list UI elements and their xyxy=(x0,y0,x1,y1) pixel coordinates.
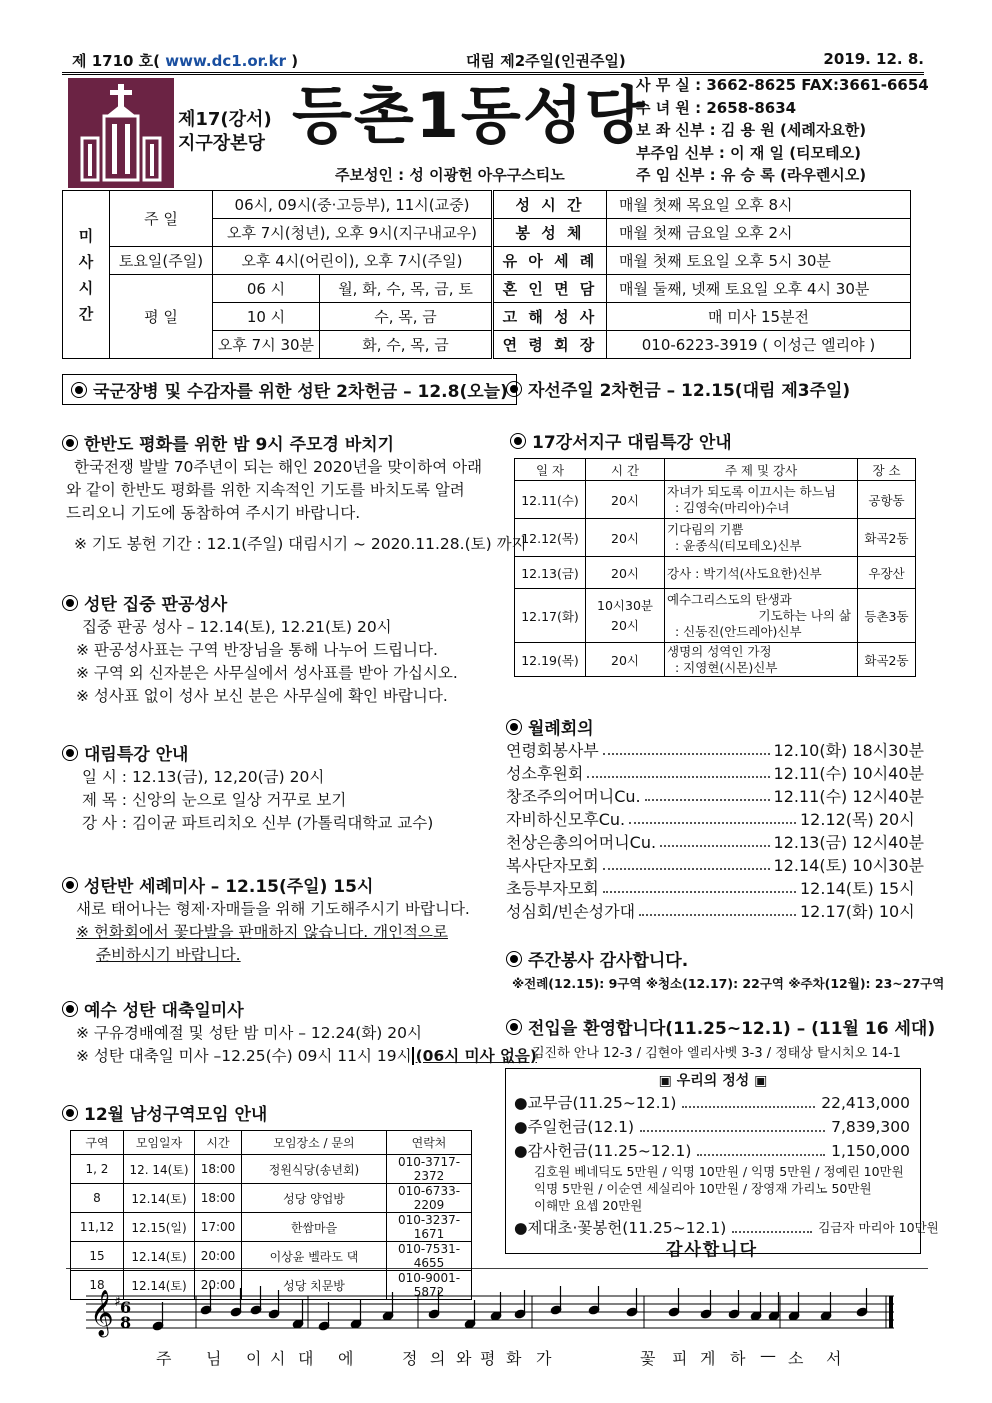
lyric-syllable: 이 xyxy=(246,1349,262,1368)
penance-title: 성탄 집중 판공성사 xyxy=(62,590,227,615)
mens-group-table: 구역 모임일자 시간 모임장소 / 문의 연락처 1, 2 12. 14(토) 18:00 정원식당(송년회) 010-3717-2372 8 12.14(토) 18:00 성당 양업방 010-6733-2209 11,12 12.15(일) 17:00 한쌈마을 010-3237-1671 15 12.14(토) 20:00 이상윤 벨라도 댁 010-7531-4655 18 12.14(토) 20:00 성당 치문방 010-9001-5872 xyxy=(70,1130,472,1300)
table-row: 18 12.14(토) 20:00 성당 치문방 010-9001-5872 xyxy=(71,1271,472,1300)
list-item: ● 주일헌금(12.1) 7,839,300 xyxy=(514,1115,910,1139)
offering-box xyxy=(505,1068,939,1260)
patron-saint: 주보성인 : 성 이광헌 아우구스티노 xyxy=(335,166,565,184)
baptism-body: 새로 태어나는 형제·자매들을 위해 기도해주시기 바랍니다. ※ 헌화회에서 꽃다발을 판매하지 않습니다. 개인적으로 준비하시기 바랍니다. xyxy=(76,900,470,964)
notes xyxy=(152,1286,868,1331)
list-item: 연령회봉사부 12.10(화) 18시30분 xyxy=(506,741,924,760)
table-row: 1, 2 12. 14(토) 18:00 정원식당(송년회) 010-3717-2372 xyxy=(71,1155,472,1184)
bullet-icon xyxy=(62,877,78,893)
offering-title: ▣ 우리의 정성 ▣ xyxy=(658,1073,768,1089)
lyric-syllable: 소 xyxy=(788,1349,804,1368)
bullet-icon xyxy=(62,745,78,761)
church-logo-icon xyxy=(68,78,174,188)
assistant-priest: 보 좌 신부 : 김 용 원 (세례자요한) xyxy=(636,121,867,140)
service-roster: ※전례(12.15): 9구역 ※청소(12.17): 22구역 ※주차(12월): 23~27구역 xyxy=(512,976,945,991)
list-item: ● 감사헌금(11.25~12.1) 1,150,000 xyxy=(514,1139,910,1163)
table-row: 11,12 12.15(일) 17:00 한쌈마을 010-3237-1671 xyxy=(71,1213,472,1242)
list-item: 자비하신모후Cu. 12.12(목) 20시 xyxy=(506,810,915,829)
lyric-syllable: 평 xyxy=(480,1349,496,1368)
service-thanks-title: 주간봉사 감사합니다. xyxy=(506,946,688,971)
masthead-bar xyxy=(62,50,924,75)
baptism-title: 성탄반 세례미사 – 12.15(주일) 15시 xyxy=(62,872,373,897)
time-signature-bottom: 8 xyxy=(120,1313,132,1332)
table-row: 12.11(수) 20시 자녀가 되도록 이끄시는 하느님 : 김영숙(마리아)수녀 공항동 xyxy=(515,481,916,519)
christmas-mass-title: 예수 성탄 대축일미사 xyxy=(62,996,244,1021)
district-lecture-title: 17강서지구 대림특강 안내 xyxy=(510,428,732,453)
bullet-icon xyxy=(506,719,522,735)
lyric-syllable: 가 xyxy=(536,1349,552,1368)
bullet-icon xyxy=(506,381,522,397)
mass-vertical-label: 미 사 시 간 xyxy=(63,191,110,359)
lyric-syllable: 하 xyxy=(730,1349,746,1368)
monthly-meetings-list xyxy=(506,739,924,923)
lyric-syllable: 서 xyxy=(826,1349,842,1368)
liturgical-week: 대림 제2주일(인권주일) xyxy=(466,52,626,70)
bullet-icon xyxy=(71,382,87,398)
mens-group-title: 12월 남성구역모임 안내 xyxy=(62,1100,267,1125)
sunday-times-2: 오후 7시(청년), 오후 9시(지구내교우) xyxy=(213,219,493,247)
welcome-names: 김진하 안나 12-3 / 김현아 엘리사벳 3-3 / 정태상 탈시치오 14-1 xyxy=(532,1046,901,1061)
bullet-icon xyxy=(62,1001,78,1017)
list-item: ● 제대초·꽃봉헌(11.25~12.1) 김금자 마리아 10만원 xyxy=(514,1216,910,1240)
convent-phone: 수 녀 원 : 2658-8634 xyxy=(636,98,797,117)
office-contacts xyxy=(636,74,929,187)
table-row: 12.12(목) 20시 기다림의 기쁨 : 윤종식(티모테오)신부 화곡2동 xyxy=(515,519,916,557)
bullet-icon xyxy=(62,595,78,611)
lyric-syllable: 꽃 xyxy=(640,1349,656,1368)
table-row: 12.17(화) 10시30분 20시 예수그리스도의 탄생과 기도하는 나의 삶 : 신동진(안드레아)신부 등촌3동 xyxy=(515,589,916,643)
mass-schedule-table: 미 사 시 간 주 일 06시, 09시(중·고등부), 11시(교중) 성 시 간 매월 첫째 목요일 오후 8시 오후 7시(청년), 오후 9시(지구내교우) 봉 성 체 매월 첫째 금요일 오후 2시 토요일(주일) 오후 4시(어린이), 오후 7시(주일) 유 아 세 례 매월 첫째 토요일 오후 5시 30분 평 일 06 시 월, 화, 수, 목, 금, 토 혼 인 면 담 매월 둘째, 넷째 토요일 오후 4시 30분 10 시 수, 목, 금 고 해 성 사 매 미사 15분전 오후 7시 30분 화, 수, 목, 금 연 령 회 장 010-6223-3919 ( 이성근 엘리야 ) xyxy=(62,190,911,359)
lyric-syllable: 와 xyxy=(456,1349,472,1368)
bullet-icon xyxy=(506,1019,522,1035)
advent-lecture-title: 대림특강 안내 xyxy=(62,740,188,765)
district-label: 제17(강서) 지구장본당 xyxy=(178,109,272,154)
list-item: 창조주의어머니Cu. 12.11(수) 12시40분 xyxy=(506,787,924,806)
second-collection-notice: 국군장병 및 수감자를 위한 성탄 2차헌금 – 12.8(오늘) xyxy=(62,374,517,405)
issue-date: 2019. 12. 8. xyxy=(823,50,924,68)
list-item: 성심회/빈손성가대 12.17(화) 10시 xyxy=(506,902,915,921)
issue-number: 제 1710 호( www.dc1.or.kr ) xyxy=(72,52,299,70)
website-link[interactable]: www.dc1.or.kr xyxy=(165,52,286,70)
list-item: ● 교무금(11.25~12.1) 22,413,000 xyxy=(514,1091,910,1115)
list-item: 복사단자모회 12.14(토) 10시30분 xyxy=(506,856,924,875)
associate-priest: 부주임 신부 : 이 재 일 (티모테오) xyxy=(636,143,861,162)
time-signature-top: 6 xyxy=(120,1298,132,1317)
list-item: 성소후원회 12.11(수) 10시40분 xyxy=(506,764,924,783)
table-row: 8 12.14(토) 18:00 성당 양업방 010-6733-2209 xyxy=(71,1184,472,1213)
thanks-text: 감사합니다 xyxy=(665,1240,759,1260)
lyric-syllable: 에 xyxy=(338,1349,354,1368)
saturday-times: 오후 4시(어린이), 오후 7시(주일) xyxy=(213,247,493,275)
district-lecture-table: 일 자 시 간 주 제 및 강사 장 소 12.11(수) 20시 자녀가 되도록 이끄시는 하느님 : 김영숙(마리아)수녀 공항동 12.12(목) 20시 기다림의 기쁨 : 윤종식(티모테오)신부 화곡2동 12.13(금) 20시 강사 : 박기석(사도요한)신부 우장산 12.17(화) 10시30분 20시 예수그리스도의 탄생과 기도하는 나의 삶 : 신동진(안드레아)신부 등촌3동 12.19(목) 20시 생명의 성역인 가정 : 지영현(시몬)신부 화곡2동 xyxy=(514,458,916,677)
parish-name: 등촌1동성당 xyxy=(292,79,647,152)
treble-clef-icon: 𝄞 xyxy=(90,1290,114,1336)
lyric-syllable: 의 xyxy=(430,1349,446,1368)
lyric-syllable: 시 xyxy=(270,1349,286,1368)
lyric-syllable: 대 xyxy=(298,1349,314,1368)
lyric-syllable: 화 xyxy=(506,1349,522,1368)
weekday-label: 평 일 xyxy=(110,275,213,359)
list-item: 초등부자모회 12.14(토) 15시 xyxy=(506,879,915,898)
hymn-lyrics xyxy=(66,1346,928,1372)
sunday-times-1: 06시, 09시(중·고등부), 11시(교중) xyxy=(213,191,493,219)
bullet-icon xyxy=(510,433,526,449)
list-item: 천상은총의어머니Cu. 12.13(금) 12시40분 xyxy=(506,833,924,852)
lyric-syllable: — xyxy=(760,1346,776,1365)
donor-list: 김호원 베네딕도 5만원 / 익명 10만원 / 익명 5만원 / 정예린 10만원 익명 5만원 / 이순연 세실리아 10만원 / 장영재 가리노 50만원 이해만 요셉 20만원 xyxy=(534,1164,904,1213)
penance-body: 집중 판공 성사 – 12.14(토), 12.21(토) 20시 ※ 판공성사표는 구역 반장님을 통해 나누어 드립니다. ※ 구역 외 신자분은 사무실에서 성사표를 받아 가십시오. ※ 성사표 없이 성사 보신 분은 사무실에 확인 바랍니다. xyxy=(76,618,458,705)
lyric-syllable: 주 xyxy=(156,1349,172,1368)
saturday-label: 토요일(주일) xyxy=(110,247,213,275)
peace-prayer-body: 한국전쟁 발발 70주년이 되는 해인 2020년을 맞이하여 아래 와 같이 한반도 평화를 위한 지속적인 기도를 바치도록 알려 드리오니 기도에 동참하여 주시기 바랍니다. ※ 기도 봉헌 기간 : 12.1(주일) 대림시기 ~ 2020.11.28.(토) 까지 xyxy=(66,458,527,553)
table-row: 12.13(금) 20시 강사 : 박기석(사도요한)신부 우장산 xyxy=(515,557,916,589)
self-sunday-notice: 자선주일 2차헌금 – 12.15(대림 제3주일) xyxy=(506,376,850,401)
monthly-meetings-title: 월례회의 xyxy=(506,714,594,739)
sharp-icon: ♯ xyxy=(114,1294,121,1310)
lyric-syllable: 피 xyxy=(672,1349,688,1368)
bullet-icon xyxy=(62,435,78,451)
office-phone: 사 무 실 : 3662-8625 FAX:3661-6654 xyxy=(636,76,929,94)
peace-prayer-title: 한반도 평화를 위한 밤 9시 주모경 바치기 xyxy=(62,430,394,455)
table-row: 12.19(목) 20시 생명의 성역인 가정 : 지영현(시몬)신부 화곡2동 xyxy=(515,643,916,677)
table-row: 15 12.14(토) 20:00 이상윤 벨라도 댁 010-7531-4655 xyxy=(71,1242,472,1271)
hymn-staff xyxy=(66,1268,928,1378)
bullet-icon xyxy=(62,1105,78,1121)
bullet-icon xyxy=(506,951,522,967)
advent-lecture-body: 일 시 : 12.13(금), 12,20(금) 20시 제 목 : 신앙의 눈으로 일상 거꾸로 보기 강 사 : 김이균 파트리치오 신부 (가톨릭대학교 교수) xyxy=(82,768,434,832)
lyric-syllable: 님 xyxy=(206,1349,222,1368)
sunday-label: 주 일 xyxy=(110,191,213,247)
lyric-syllable: 정 xyxy=(402,1349,418,1368)
pastor: 주 임 신부 : 유 승 록 (라우렌시오) xyxy=(636,166,867,185)
christmas-mass-body: ※ 구유경배예절 및 성탄 밤 미사 – 12.24(화) 20시 ※ 성탄 대축일 미사 –12.25(수) 09시 11시 19시 (06시 미사 없음) xyxy=(76,1024,537,1065)
lyric-syllable: 게 xyxy=(700,1349,716,1368)
welcome-title: 전입을 환영합니다(11.25~12.1) – (11월 16 세대) xyxy=(506,1014,935,1039)
